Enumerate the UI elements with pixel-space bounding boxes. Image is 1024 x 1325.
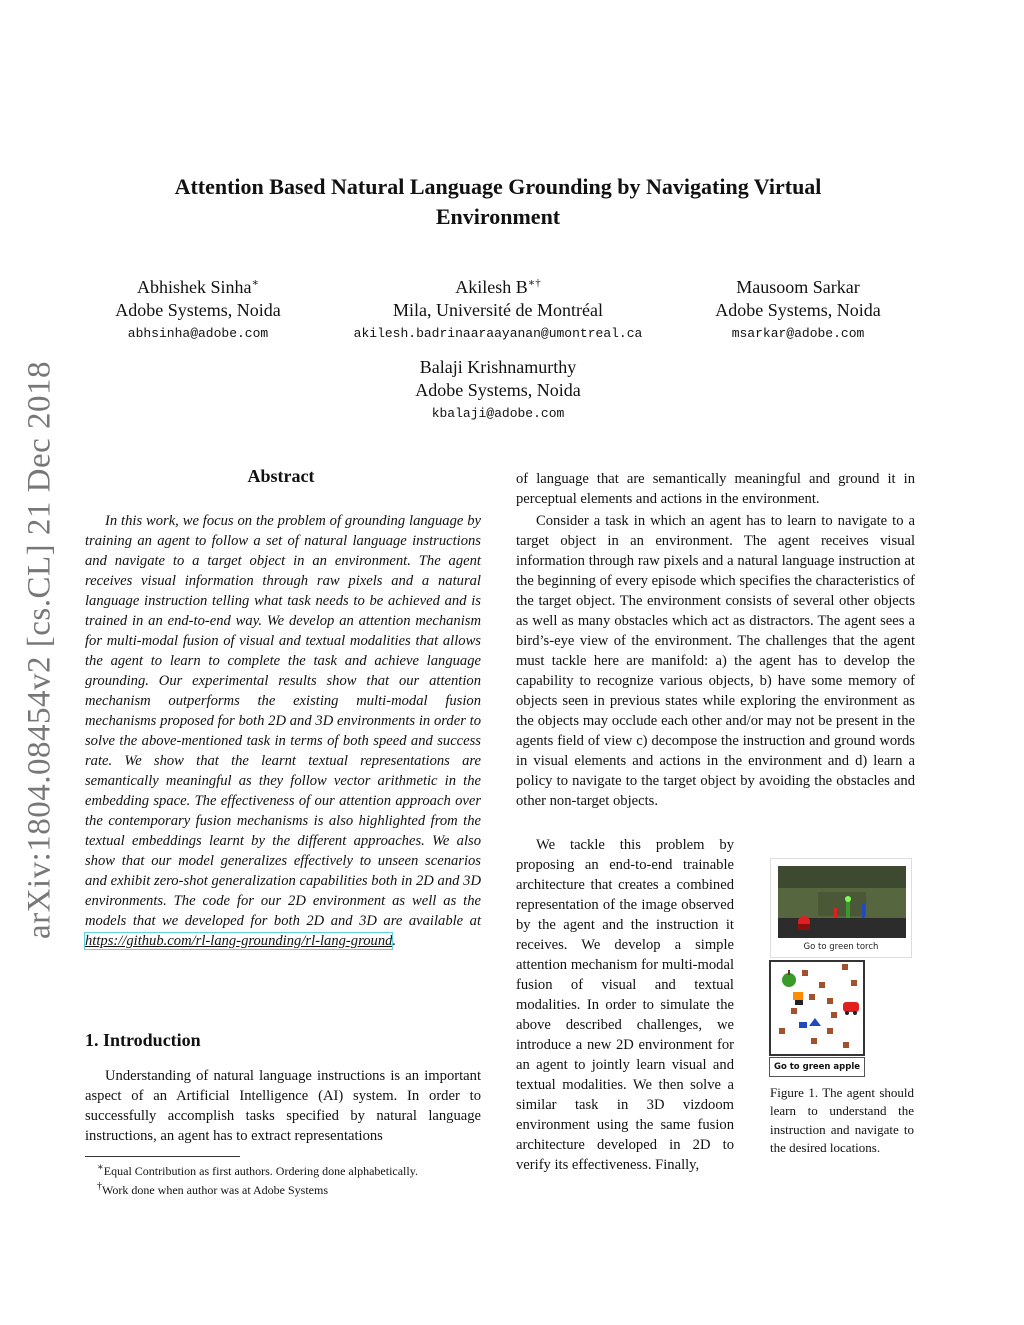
- wall-block-icon: [809, 994, 815, 1000]
- apple-stem-icon: [788, 970, 790, 975]
- author-email[interactable]: abhsinha@adobe.com: [127, 326, 269, 341]
- footnote-mark: ∗: [97, 1162, 104, 1173]
- red-torch-icon: [834, 908, 837, 918]
- author-affiliation: Adobe Systems, Noida: [715, 300, 881, 320]
- intro-heading: 1. Introduction: [85, 1030, 201, 1050]
- wall-block-icon: [802, 970, 808, 976]
- red-car-icon: [843, 1002, 859, 1012]
- figure-3d-caption: Go to green torch: [803, 942, 879, 952]
- wall-block-icon: [851, 980, 857, 986]
- author-name: Balaji Krishnamurthy: [419, 357, 577, 377]
- wall-block-icon: [779, 1028, 785, 1034]
- wall-block-icon: [843, 1042, 849, 1048]
- right-column: [516, 469, 915, 813]
- right-paragraph-2: Consider a task in which an agent has to learn to navigate to a target object in an environment. The agent receives visual information through raw pixels and a natural language instruction at the beginning of every episode which specifies the characteristics of the target object. The environment consists of several other objects as well as many obstacles which act as distractors. The agent sees a bird’s-eye view of the environment. The challenges that the agent must tackle here are manifold: a) the agent has to develop the capability to recognize various objects, b) have some memory of objects seen in previous states while exploring the environment as the objects may occlude each other and/or may not be present in the agents field of view c) decompose the instruction and ground words in visual elements and actions in the environment and d) learn a policy to navigate to the target object by avoiding the obstacles and other non-target objects.: [516, 513, 915, 809]
- figure-2d-grid: [769, 960, 865, 1056]
- author-affiliation: Adobe Systems, Noida: [115, 300, 281, 320]
- author-block-1: [98, 272, 298, 346]
- figure-3d-view: [770, 858, 912, 958]
- wall-block-icon: [791, 1008, 797, 1014]
- footnote-text: Equal Contribution as first authors. Ordering done alphabetically.: [103, 1164, 418, 1178]
- author-block-2: [320, 272, 676, 346]
- wall-block-icon: [811, 1038, 817, 1044]
- abstract-text: In this work, we focus on the problem of grounding language by training an agent to follow a set of natural language instructions and navigate to a target object in an environment. The agent receives visual information through raw pixels and a natural language instruction telling what task needs to be achieved and is trained in an end-to-end way. We develop an attention mechanism for multi-modal fusion of visual and textual modalities that allows the agent to learn to complete the task and achieve language grounding. Our experimental results show that our attention mechanism outperforms the existing multi-modal fusion mechanisms proposed for both 2D and 3D environments in order to solve the above-mentioned task in terms of both speed and success rate. We show that the learnt textual representations are semantically meaningful as they follow vector arithmetic in the embedding space. The effectiveness of our attention approach over the contemporary fusion mechanisms is also highlighted from the textual embeddings learnt by the different approaches. We also show that our model generalizes effectively to unseen scenarios and exhibit zero-shot generalization capabilities both in 2D and 3D environments. The code for our 2D environment as well as the models that we developed for both 2D and 3D are available at: [85, 513, 481, 929]
- abstract-link-suffix: .: [392, 933, 397, 949]
- wall-block-icon: [842, 964, 848, 970]
- dark-object-icon: [795, 1000, 803, 1005]
- wall-block-icon: [831, 1012, 837, 1018]
- intro-paragraph: Understanding of natural language instructions is an important aspect of an Artificial Intelligence (AI) system. In order to successfully accomplish tasks specified by natural language instructions, an agent has to extract representations: [85, 1068, 481, 1144]
- torch-flame-icon: [845, 896, 851, 902]
- scene-ceiling: [778, 866, 906, 888]
- author-mark: ∗: [251, 277, 259, 289]
- author-email[interactable]: msarkar@adobe.com: [731, 326, 865, 341]
- author-name: Abhishek Sinha: [137, 277, 252, 297]
- car-wheel-icon: [845, 1011, 849, 1015]
- author-name: Mausoom Sarkar: [736, 277, 860, 297]
- green-torch-icon: [846, 900, 850, 918]
- scene-far-wall: [818, 892, 866, 916]
- green-apple-icon: [782, 973, 796, 987]
- abstract-heading: Abstract: [247, 466, 315, 486]
- vizdoom-scene: [778, 866, 906, 938]
- right-paragraph-1: of language that are semantically meaningful and ground it in perceptual elements and actions in the environment.: [516, 471, 915, 507]
- footnote-mark: †: [97, 1181, 102, 1192]
- author-name: Akilesh B: [455, 277, 528, 297]
- figure-2d-instruction: Go to green apple: [769, 1057, 865, 1077]
- wall-block-icon: [819, 982, 825, 988]
- arxiv-stamp-text: arXiv:1804.08454v2 [cs.CL] 21 Dec 2018: [21, 360, 58, 940]
- code-link[interactable]: https://github.com/rl-lang-grounding/rl-lang-ground: [85, 933, 393, 949]
- blue-torch-icon: [862, 904, 865, 918]
- footnote-text: Work done when author was at Adobe Systems: [102, 1183, 328, 1197]
- right-column-wrap: [516, 835, 734, 1175]
- car-wheel-icon: [853, 1011, 857, 1015]
- intro-body: [85, 1066, 481, 1146]
- right-paragraph-3: We tackle this problem by proposing an end-to-end trainable architecture that creates a combined representation of the image observed by the agent and the instruction it receives. We develop a simple attention mechanism for multi-modal fusion of visual and textual modalities. In order to simulate the above described challenges, we introduce a new 2D environment for an agent to jointly learn visual and textual modalities. We then solve a similar task in 3D vizdoom environment using the same fusion architecture developed in 2D to verify its effectiveness. Finally,: [516, 837, 734, 1173]
- author-affiliation: Mila, Université de Montréal: [393, 300, 603, 320]
- author-mark: ∗†: [527, 277, 541, 289]
- author-email[interactable]: akilesh.badrinaaraayanan@umontreal.ca: [353, 326, 643, 341]
- wall-block-icon: [827, 1028, 833, 1034]
- author-affiliation: Adobe Systems, Noida: [415, 380, 581, 400]
- red-object-base-icon: [798, 924, 810, 930]
- footnote-rule: [85, 1156, 240, 1157]
- footnotes: [85, 1160, 485, 1198]
- author-block-4: [398, 352, 598, 426]
- author-email[interactable]: kbalaji@adobe.com: [431, 406, 565, 421]
- scene-floor: [778, 918, 906, 938]
- paper-title: Attention Based Natural Language Grounding by Navigating Virtual Environment: [174, 174, 822, 229]
- abstract-body: [85, 511, 481, 951]
- blue-block-icon: [799, 1022, 807, 1028]
- figure-caption: Figure 1. The agent should learn to understand the instruction and navigate to the desired locations.: [770, 1085, 914, 1155]
- orange-block-icon: [793, 992, 803, 1000]
- grid-scene: [771, 962, 863, 1054]
- author-block-3: [698, 272, 898, 346]
- wall-block-icon: [827, 998, 833, 1004]
